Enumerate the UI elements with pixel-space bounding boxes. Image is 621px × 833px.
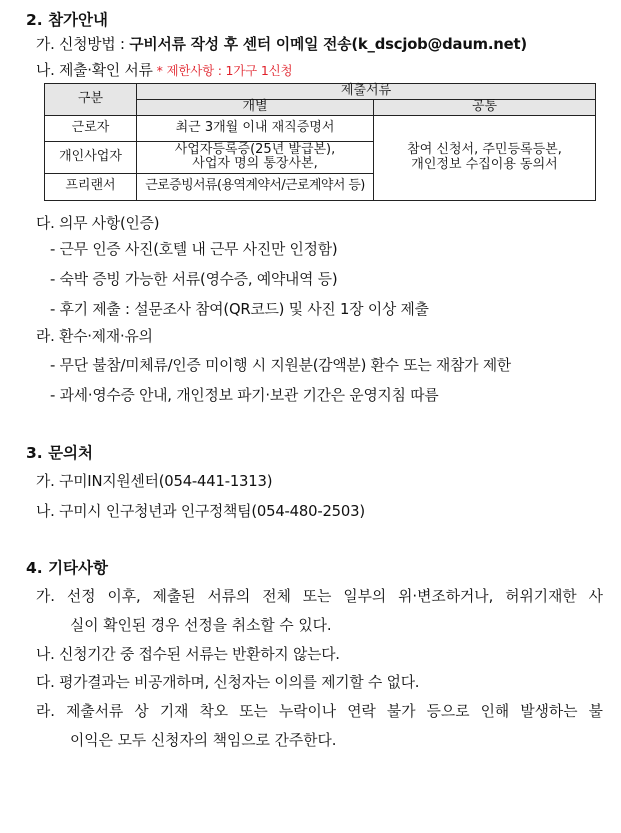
word: 또는 <box>302 588 332 605</box>
word: 선정 <box>66 588 96 605</box>
word: 이후, <box>107 588 141 605</box>
header-submission-docs: 제출서류 <box>137 84 596 100</box>
word: 누락이나 <box>278 703 337 720</box>
word: 불가 <box>386 703 416 720</box>
row-type: 개인사업자 <box>45 141 137 173</box>
contact-item: 가. 구미IN지원센터(054-441-1313) <box>36 473 273 490</box>
row-individual-docs: 최근 3개월 이내 재직증명서 <box>137 115 374 141</box>
row-individual-docs: 사업자등록증(25년 발급본), 사업자 명의 통장사본, <box>137 141 374 173</box>
word: 착오 <box>199 703 229 720</box>
word: 연락 <box>347 703 376 720</box>
restriction-note: * 제한사항 : 1가구 1신청 <box>156 63 293 78</box>
table-row <box>45 115 596 141</box>
refund-sanctions-title: 라. 환수·제재·유의 <box>36 328 153 345</box>
header-common: 공통 <box>374 99 596 115</box>
other-item-ga <box>36 585 603 606</box>
word: 제출된 <box>152 588 196 605</box>
word: 전체 <box>262 588 291 605</box>
word: 사 <box>588 588 603 605</box>
word: 위·변조하거나, <box>398 588 494 605</box>
submission-docs-heading <box>36 59 292 80</box>
other-item-da: 다. 평가결과는 비공개하며, 신청자는 이의를 제기할 수 없다. <box>36 674 420 691</box>
submission-docs-label: 나. 제출·확인 서류 <box>36 62 153 79</box>
other-item-ra-continued: 이익은 모두 신청자의 책임으로 간주한다. <box>70 732 337 749</box>
header-gubun: 구분 <box>45 84 137 116</box>
word: 발생하는 <box>520 703 578 720</box>
documents-table <box>44 83 596 201</box>
section-3-title: 3. 문의처 <box>26 444 93 462</box>
contact-item: 나. 구미시 인구청년과 인구정책팀(054-480-2503) <box>36 503 365 520</box>
list-item: - 무단 불참/미체류/인증 미이행 시 지원분(감액분) 환수 또는 재참가 제한 <box>50 357 512 374</box>
word: 불 <box>588 703 603 720</box>
other-item-ga-continued: 실이 확인된 경우 선정을 취소할 수 있다. <box>70 617 332 634</box>
application-method-label: 가. 신청방법 : <box>36 36 130 53</box>
list-item: - 과세·영수증 안내, 개인정보 파기·보관 기간은 운영지침 따름 <box>50 387 439 404</box>
application-method <box>36 33 527 54</box>
word: 일부의 <box>343 588 387 605</box>
obligations-title: 다. 의무 사항(인증) <box>36 215 160 232</box>
row-type: 프리랜서 <box>45 173 137 200</box>
row-individual-docs: 근로증빙서류(용역계약서/근로계약서 등) <box>137 173 374 200</box>
other-item-na: 나. 신청기간 중 접수된 서류는 반환하지 않는다. <box>36 646 340 663</box>
section-2-title: 2. 참가안내 <box>26 11 108 29</box>
list-item: - 숙박 증빙 가능한 서류(영수증, 예약내역 등) <box>50 271 338 288</box>
common-docs: 참여 신청서, 주민등록등본, 개인정보 수집이용 동의서 <box>374 115 596 200</box>
list-item: - 근무 인증 사진(호텔 내 근무 사진만 인정함) <box>50 241 338 258</box>
word: 또는 <box>239 703 268 720</box>
header-individual: 개별 <box>137 99 374 115</box>
row-type: 근로자 <box>45 115 137 141</box>
word: 등으로 <box>426 703 470 720</box>
word: 상 <box>134 703 149 720</box>
other-item-ra <box>36 700 603 721</box>
word: 가. <box>36 588 55 605</box>
section-4-title: 4. 기타사항 <box>26 559 108 577</box>
list-item: - 후기 제출 : 설문조사 참여(QR코드) 및 사진 1장 이상 제출 <box>50 301 429 318</box>
application-method-text: 구비서류 작성 후 센터 이메일 전송(k_dscjob@daum.net) <box>129 36 527 53</box>
word: 서류의 <box>207 588 251 605</box>
word: 라. <box>36 703 55 720</box>
word: 제출서류 <box>66 703 124 720</box>
word: 기재 <box>159 703 189 720</box>
word: 허위기재한 <box>505 588 577 605</box>
word: 인해 <box>480 703 510 720</box>
